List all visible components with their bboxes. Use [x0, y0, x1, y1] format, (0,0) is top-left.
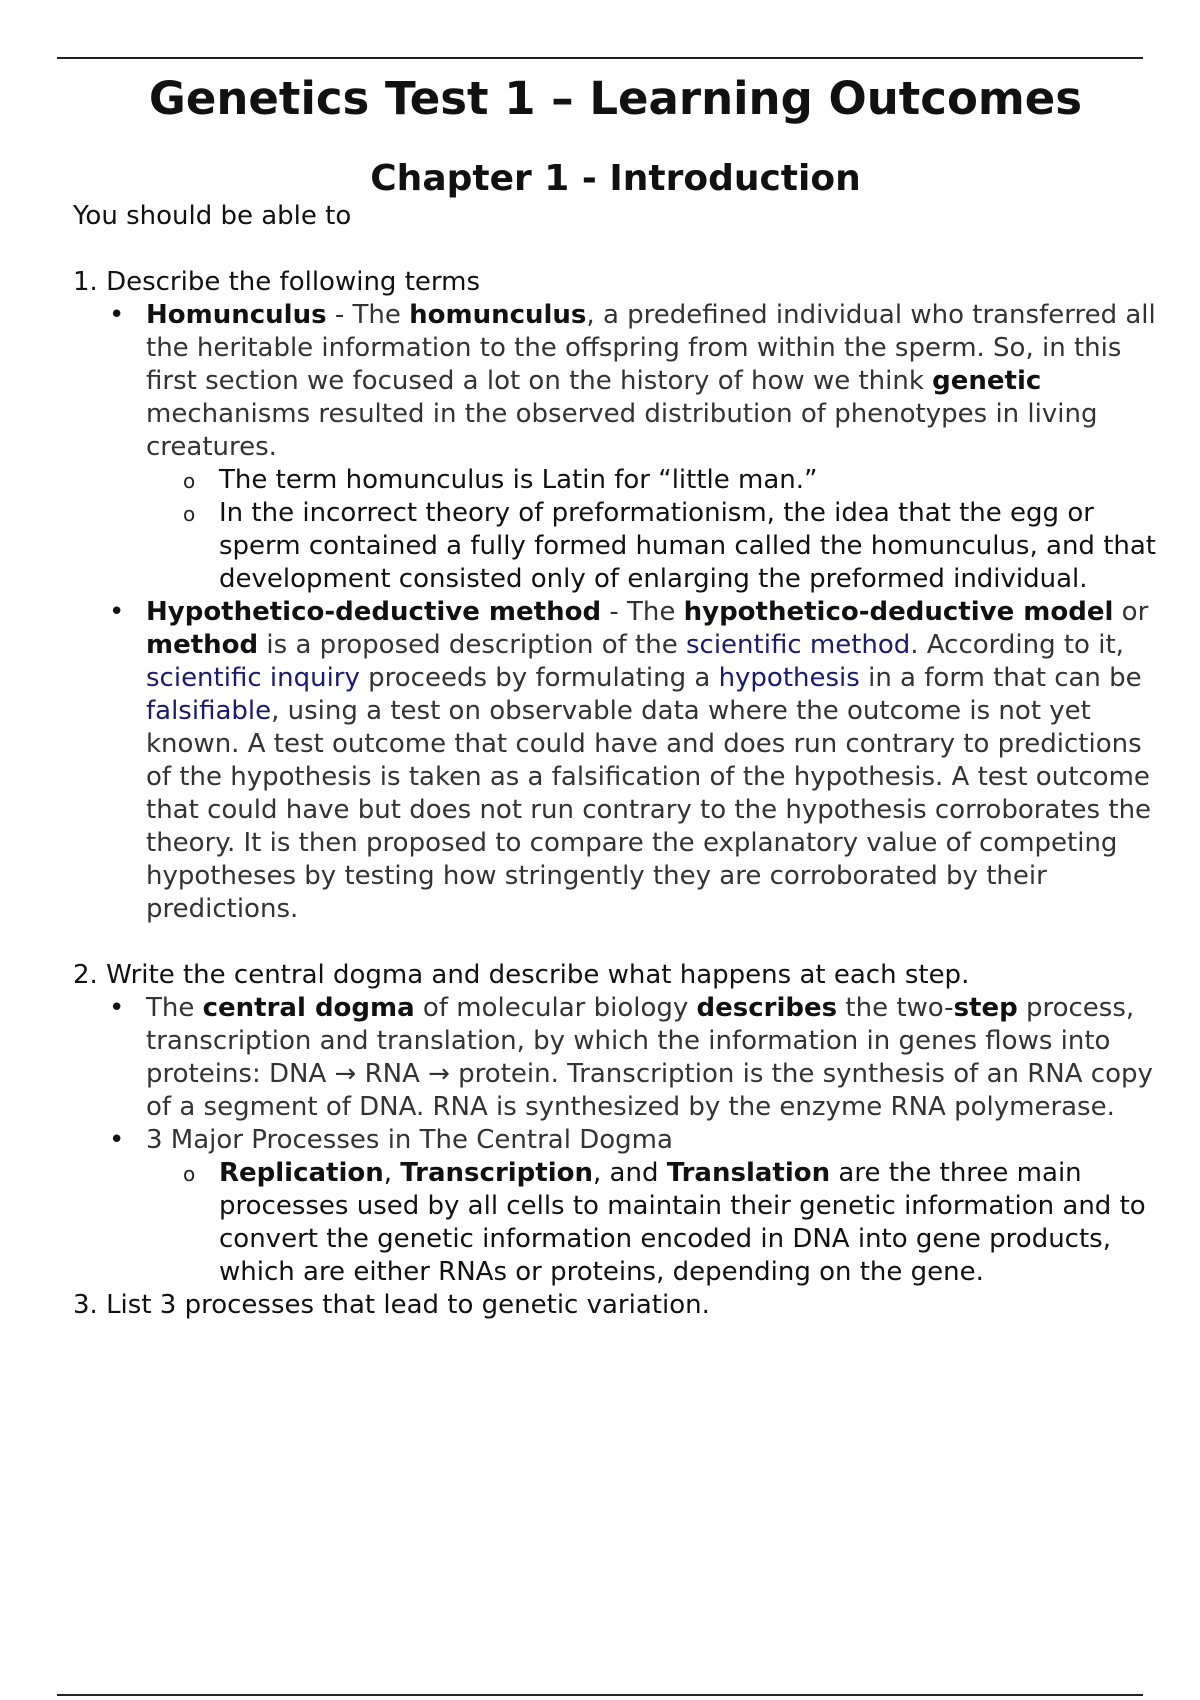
text-run: of molecular biology [414, 993, 697, 1023]
sub-item: o In the incorrect theory of preformationism, the idea that the egg or sperm contained a fully formed human called the homunculus, and that development consisted only of enlarging the preformed individual. [219, 497, 1158, 596]
text-run: - The [326, 300, 410, 330]
text-run: the two- [837, 993, 954, 1023]
outcome-heading: 1. Describe the following terms [73, 267, 480, 297]
text-run: are the three main processes used by all cells to maintain their genetic information and to convert the genetic information encoded in DNA into gene products, which are either RNAs or proteins, depending on the gene. [219, 1158, 1146, 1287]
text-run: proceeds by formulating a [359, 663, 719, 693]
outcome-list [73, 266, 1158, 1322]
text-run: , a predefined individual who transferred all the heritable information to the offspring from within the sperm. So, in this first section we focused a lot on the history of how we think [146, 300, 1156, 396]
text-run: or [1113, 597, 1149, 627]
intro-text: You should be able to [73, 201, 352, 231]
link-falsifiable[interactable]: falsifiable [146, 696, 272, 726]
document-title: Genetics Test 1 – Learning Outcomes [148, 72, 1083, 125]
top-rule [57, 57, 1143, 59]
sub-item [219, 1157, 1158, 1289]
bold-run: Transcription [400, 1158, 593, 1188]
text-run: , and [593, 1158, 667, 1188]
text-run: in a form that can be [859, 663, 1142, 693]
chapter-heading: Chapter 1 - Introduction [370, 158, 861, 199]
list-item-central-dogma [146, 992, 1158, 1124]
bold-run: Translation [666, 1158, 831, 1188]
text-run: The [146, 993, 203, 1023]
text-run: . According to it, [910, 630, 1124, 660]
bold-run: homunculus [409, 300, 587, 330]
link-hypothesis[interactable]: hypothesis [718, 663, 860, 693]
bullet-list [73, 992, 1158, 1289]
bold-run: describes [696, 993, 838, 1023]
bold-run: step [953, 993, 1018, 1023]
text-run: , using a test on observable data where the outcome is not yet known. A test outcome that could have and does run contrary to predictions of the hypothesis is taken as a falsification of the hypothesis. A test outcome that could have but does not run contrary to the hypothesis corroborates the theory. It is then proposed to compare the explanatory value of competing hypotheses by testing how stringently they are corroborated by their predictions. [146, 696, 1152, 924]
spacer [73, 926, 1158, 959]
sub-list [146, 464, 1158, 596]
spacer [73, 233, 1158, 266]
list-item-major-processes [146, 1124, 1158, 1289]
text-run: , [383, 1158, 401, 1188]
document-page [73, 70, 1158, 1322]
text-run: 3 Major Processes in The Central Dogma [146, 1125, 673, 1155]
bold-run: hypothetico-deductive model [683, 597, 1114, 627]
text-run: - The [601, 597, 684, 627]
text-run: mechanisms resulted in the observed distribution of phenotypes in living creatures. [146, 399, 1098, 462]
text-run: is a proposed description of the [258, 630, 686, 660]
outcome-item-3 [73, 1289, 1158, 1322]
link-scientific-method[interactable]: scientific method [685, 630, 911, 660]
outcome-item-1 [73, 266, 1158, 926]
bullet-list [73, 299, 1158, 926]
outcome-heading: 2. Write the central dogma and describe what happens at each step. [73, 960, 970, 990]
term-label: Homunculus [146, 300, 327, 330]
bold-run: central dogma [202, 993, 415, 1023]
term-label: Hypothetico-deductive method [146, 597, 602, 627]
list-item-hypothetico [146, 596, 1158, 926]
outcome-item-2 [73, 959, 1158, 1289]
sub-list [146, 1157, 1158, 1289]
bold-run: genetic [932, 366, 1042, 396]
link-scientific-inquiry[interactable]: scientific inquiry [146, 663, 360, 693]
bold-run: method [146, 630, 259, 660]
bottom-rule [57, 1694, 1143, 1696]
bold-run: Replication [219, 1158, 384, 1188]
text-run: process, transcription and translation, by which the information in genes flows into proteins: DNA → RNA → protein. Transcription is the synthesis of an RNA copy of a segment of DNA. RNA is synthesized by the enzyme RNA polymerase. [146, 993, 1153, 1122]
list-item-homunculus [146, 299, 1158, 596]
sub-item: o The term homunculus is Latin for “little man.” [219, 464, 1158, 497]
outcome-heading: 3. List 3 processes that lead to genetic variation. [73, 1290, 710, 1320]
